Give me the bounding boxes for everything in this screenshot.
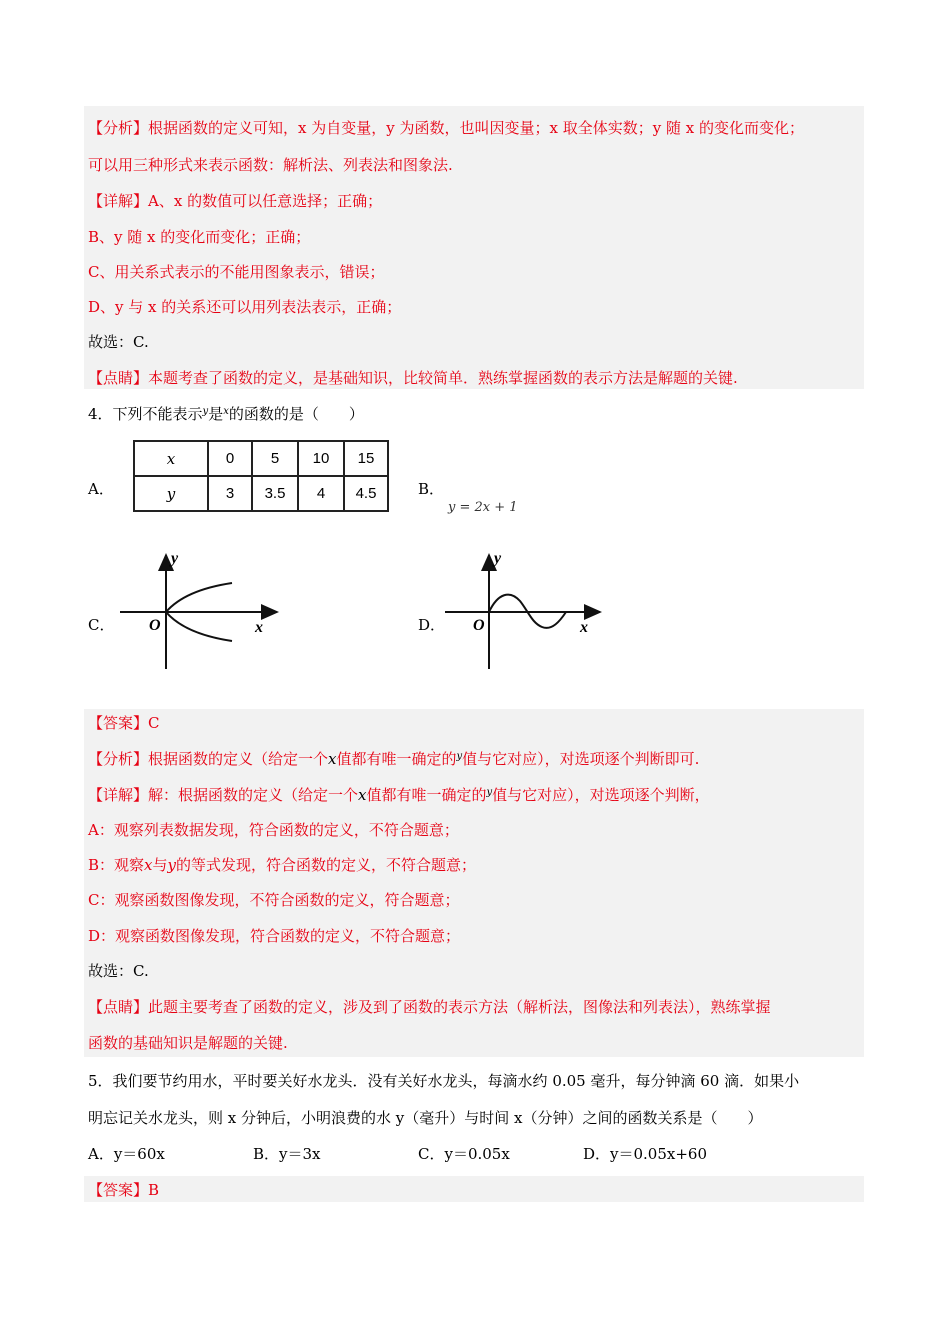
x-axis-label: x [580,619,588,636]
question-4 [88,404,364,427]
detail-line-b: B、y 随 x 的变化而变化；正确； [88,228,311,246]
line-b-text: B：观察 [88,856,145,874]
comment-text: 本题考查了函数的定义，是基础知识，比较简单．熟练掌握函数的表示方法是解题的关键. [148,369,738,387]
question-5-option-a: A．y＝60x [88,1145,165,1163]
answer-line-q5 [88,1180,159,1200]
question-4-suffix: 的函数的是（ ） [228,405,364,423]
table-y-cell: 3.5 [252,476,298,511]
option-b-formula: y = 2x + 1 [448,500,518,515]
question-5-option-b: B．y＝3x [253,1145,321,1163]
detail-line-c: C：观察函数图像发现，不符合函数的定义，符合题意； [88,891,460,909]
detail-line-d: D、y 与 x 的关系还可以用列表法表示，正确； [88,298,402,316]
detail-tag: 【详解】 [88,786,149,804]
analysis-y: y [456,751,463,762]
line-b-text: 的等式发现，符合函数的定义，不符合题意； [176,856,477,874]
line-b-x: x [144,856,153,874]
answer-block-q5 [84,1176,864,1202]
analysis-text: 值都有唯一确定的 [336,750,457,768]
option-a-label: A． [88,480,114,498]
detail-line-b [88,855,476,875]
table-x-cell: 15 [344,441,388,476]
y-axis-label: y [494,550,502,567]
detail-line-d: D：观察函数图像发现，符合函数的定义，不符合题意； [88,927,461,945]
question-4-y: y [202,406,209,417]
detail-text: 解：根据函数的定义（给定一个 [148,786,359,804]
line-b-y: y [167,856,176,874]
detail-y: y [486,787,493,798]
detail-line [88,785,710,808]
choice-line: 故选：C. [88,333,149,351]
question-5-line-1: 5．我们要节约用水，平时要关好水龙头．没有关好水龙头，每滴水约 0.05 毫升，每分钟滴 60 滴．如果小 [88,1072,800,1090]
detail-line [88,191,382,211]
answer-tag: 【答案】 [88,1181,149,1199]
table-y-label: y [134,476,208,511]
detail-line-c: C、用关系式表示的不能用图象表示，错误； [88,263,385,281]
answer-value: B [148,1181,160,1199]
question-5-line-2: 明忘记关水龙头，则 x 分钟后，小明浪费的水 y（毫升）与时间 x（分钟）之间的函数关系是（ ） [88,1109,763,1127]
comment-tag: 【点睛】 [88,998,149,1016]
table-y-cell: 4.5 [344,476,388,511]
y-axis-label: y [171,550,179,567]
option-c-label: C． [88,616,115,634]
option-d-graph [440,545,610,675]
table-x-cell: 5 [252,441,298,476]
question-4-x: x [223,406,229,417]
question-4-middle: 是 [208,405,224,423]
analysis-text: 值与它对应），对选项逐个判断即可. [462,750,700,768]
line-b-text: 与 [152,856,168,874]
answer-line [88,713,160,733]
table-row [134,476,388,511]
table-x-cell: 10 [298,441,344,476]
analysis-text: 根据函数的定义可知，x 为自变量，y 为函数，也叫因变量；x 取全体实数；y 随 x 的变化而变化； [148,119,804,137]
comment-tag: 【点睛】 [88,369,149,387]
analysis-x: x [328,750,337,768]
analysis-line [88,749,699,772]
question-5-option-d: D．y＝0.05x+60 [583,1145,708,1163]
option-c-graph [115,545,285,675]
origin-label: O [473,617,485,634]
table-x-label: x [134,441,208,476]
analysis-tag: 【分析】 [88,750,149,768]
table-y-cell: 3 [208,476,252,511]
detail-text: 值与它对应），对选项逐个判断， [492,786,710,804]
analysis-text: 根据函数的定义（给定一个 [148,750,329,768]
detail-line-a: A：观察列表数据发现，符合函数的定义，不符合题意； [88,821,459,839]
analysis-line-2: 可以用三种形式来表示函数：解析法、列表法和图象法. [88,156,453,174]
detail-text: A、x 的数值可以任意选择；正确； [148,192,383,210]
question-4-prefix: 4．下列不能表示 [88,405,203,423]
question-5-option-c: C．y＝0.05x [418,1145,510,1163]
analysis-tag: 【分析】 [88,119,149,137]
table-y-cell: 4 [298,476,344,511]
detail-tag: 【详解】 [88,192,149,210]
analysis-line-1 [88,118,804,138]
table-x-cell: 0 [208,441,252,476]
comment-text: 此题主要考查了函数的定义，涉及到了函数的表示方法（解析法，图像法和列表法），熟练掌握 [148,998,771,1016]
option-b-label: B． [418,480,445,498]
comment-line-2: 函数的基础知识是解题的关键. [88,1034,288,1052]
comment-line-1 [88,997,771,1017]
option-d-label: D． [418,616,446,634]
detail-x: x [358,786,367,804]
answer-value: C [148,714,160,732]
x-axis-label: x [255,619,263,636]
comment-line [88,368,738,388]
table-row [134,441,388,476]
option-a-table [133,440,389,512]
origin-label: O [149,617,161,634]
detail-text: 值都有唯一确定的 [366,786,487,804]
solution-block-q3 [84,106,864,389]
answer-tag: 【答案】 [88,714,149,732]
choice-line: 故选：C. [88,962,149,980]
